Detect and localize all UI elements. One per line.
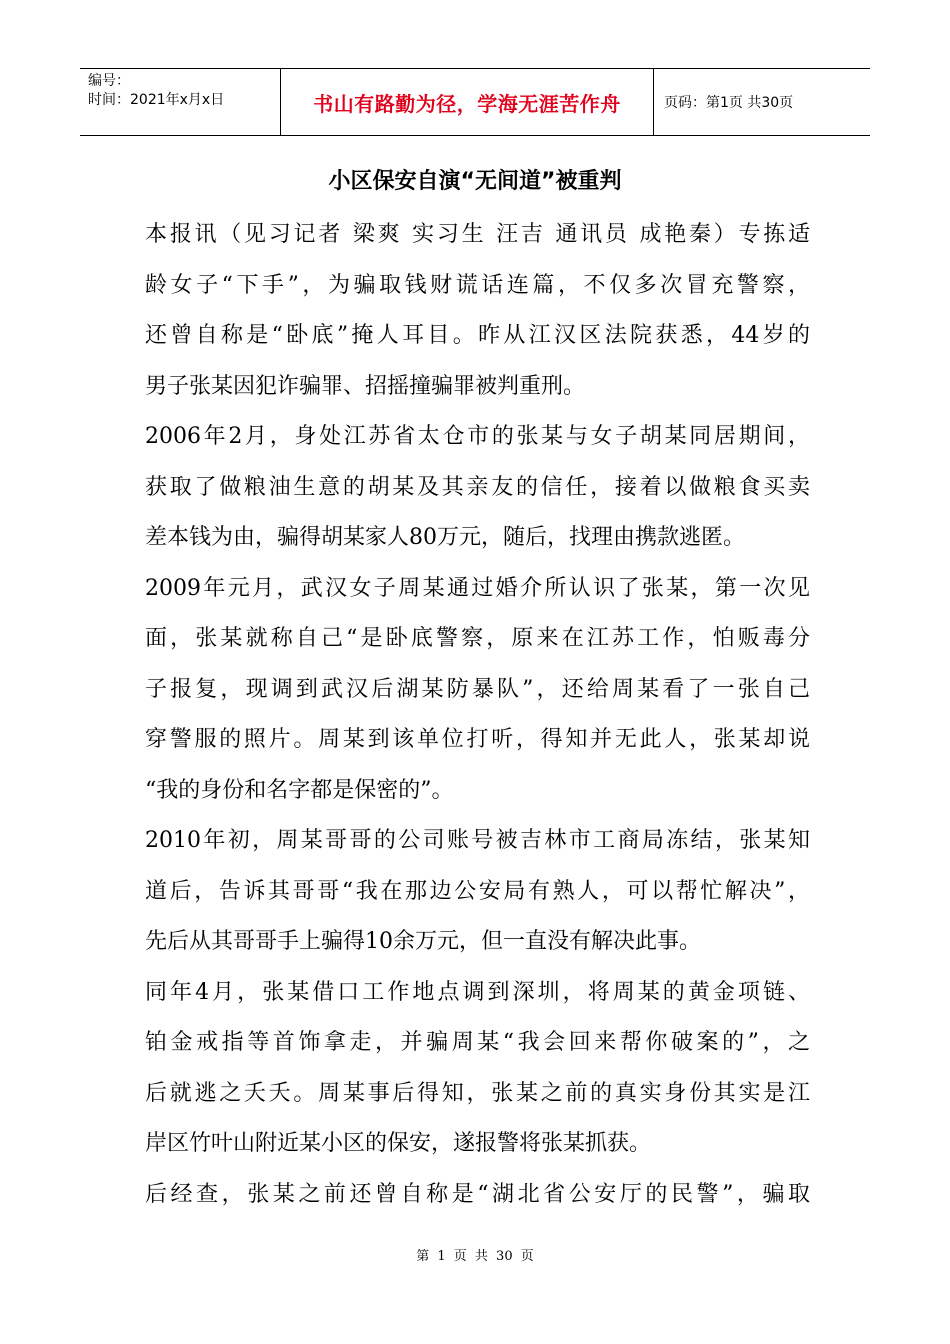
article-line: 同年4月，张某借口工作地点调到深圳，将周某的黄金项链、 <box>145 979 810 1005</box>
article-line: 本报讯（见习记者 梁爽 实习生 汪吉 通讯员 成艳秦）专拣适 <box>145 222 810 247</box>
page-footer: 第 1 页 共 30 页 <box>416 1249 534 1264</box>
header-page-info: 页码：第1页 共30页 <box>664 95 794 111</box>
header-motto: 书山有路勤为径，学海无涯苦作舟 <box>280 69 654 135</box>
article-line: 2006年2月，身处江苏省太仓市的张某与女子胡某同居期间， <box>145 424 810 449</box>
article-line: 面，张某就称自己“是卧底警察，原来在江苏工作，怕贩毒分 <box>145 626 810 651</box>
article-line: 子报复，现调到武汉后湖某防暴队”，还给周某看了一张自己 <box>145 676 810 702</box>
document-header <box>80 68 870 136</box>
article-line: 道后，告诉其哥哥“我在那边公安局有熟人，可以帮忙解决”， <box>145 878 810 904</box>
article-line: 2010年初，周某哥哥的公司账号被吉林市工商局冻结，张某知 <box>145 828 810 853</box>
header-meta <box>80 69 280 135</box>
article-body <box>145 210 810 1220</box>
article-line: 铂金戒指等首饰拿走，并骗周某“我会回来帮你破案的”，之 <box>145 1030 810 1055</box>
document-time-label: 时间：2021年x月x日 <box>88 92 225 108</box>
article-line: 后经查，张某之前还曾自称是“湖北省公安厅的民警”，骗取 <box>145 1181 810 1207</box>
article-line: “我的身份和名字都是保密的”。 <box>145 777 454 803</box>
article-line: 岸区竹叶山附近某小区的保安，遂报警将张某抓获。 <box>145 1131 652 1156</box>
article-line: 差本钱为由，骗得胡某家人80万元，随后，找理由携款逃匿。 <box>145 525 745 550</box>
article-line: 男子张某因犯诈骗罪、招摇撞骗罪被判重刑。 <box>145 373 586 399</box>
article-line: 龄女子“下手”，为骗取钱财谎话连篇，不仅多次冒充警察， <box>145 272 810 298</box>
article-line: 先后从其哥哥手上骗得10余万元，但一直没有解决此事。 <box>145 929 701 954</box>
article-line: 还曾自称是“卧底”掩人耳目。昨从江汉区法院获悉，44岁的 <box>145 323 810 348</box>
article-title: 小区保安自演“无间道”被重判 <box>328 169 622 194</box>
document-number-label: 编号： <box>88 73 130 89</box>
article-line: 穿警服的照片。周某到该单位打听，得知并无此人，张某却说 <box>145 727 810 752</box>
article-line: 后就逃之夭夭。周某事后得知，张某之前的真实身份其实是江 <box>145 1080 810 1106</box>
article-line: 获取了做粮油生意的胡某及其亲友的信任，接着以做粮食买卖 <box>145 474 810 500</box>
article-line: 2009年元月，武汉女子周某通过婚介所认识了张某，第一次见 <box>145 575 810 601</box>
